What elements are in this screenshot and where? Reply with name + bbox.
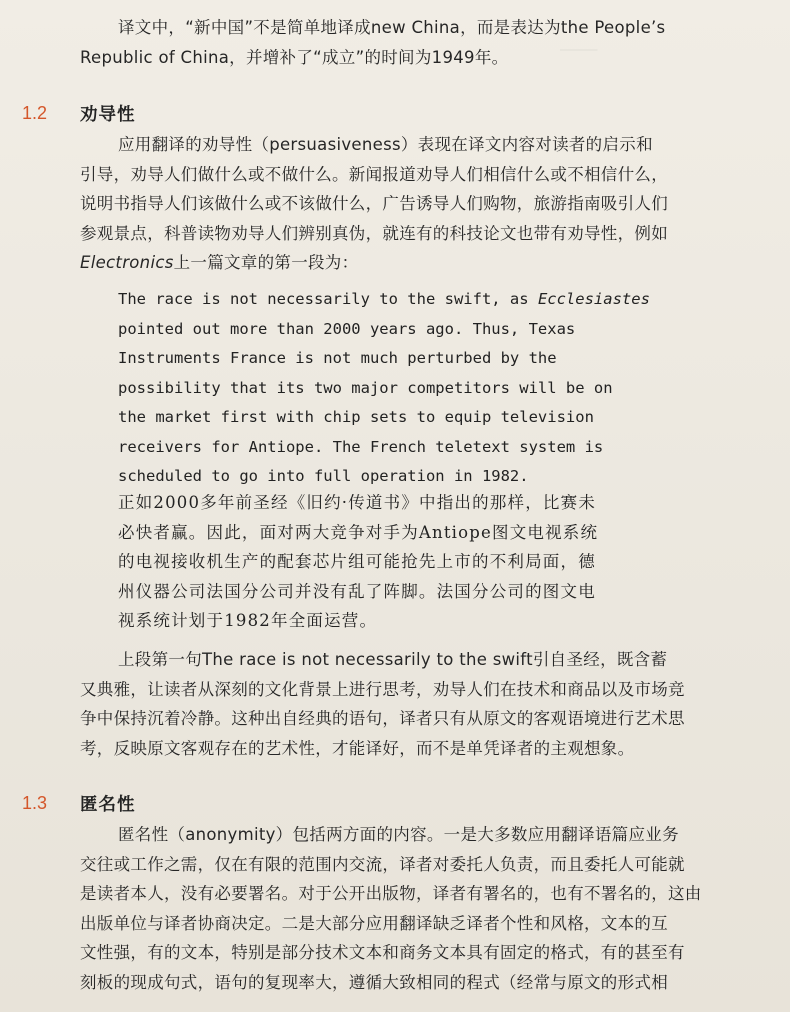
text-line: 考，反映原文客观存在的艺术性，才能译好，而不是单凭译者的主观想象。 — [80, 738, 635, 758]
section-title: 劝导性 — [80, 104, 136, 125]
section-1-3-paragraph — [80, 820, 726, 997]
text-line: 争中保持沉着冷静。这种出自经典的语句，译者只有从原文的客观语境进行艺术思 — [80, 709, 685, 728]
translation-line: 必快者赢。因此，面对两大竞争对手为Antiope图文电视系统 — [118, 522, 599, 542]
translation-line: 正如2000多年前圣经《旧约·传道书》中指出的那样，比赛未 — [118, 493, 597, 512]
text-line: 说明书指导人们该做什么或不该做什么，广告诱导人们购物，旅游指南吸引人们 — [80, 194, 668, 213]
text-line: 又典雅，让读者从深刻的文化背景上进行思考，劝导人们在技术和商品以及市场竞 — [80, 679, 685, 699]
text-line: 应用翻译的劝导性（persuasiveness）表现在译文内容对读者的启示和 — [118, 135, 653, 154]
translation-line: 州仪器公司法国分公司并没有乱了阵脚。法国分公司的图文电 — [118, 581, 596, 601]
text-line: 刻板的现成句式，语句的复现率大，遵循大致相同的程式（经常与原文的形式相 — [80, 972, 668, 992]
chinese-translation — [118, 488, 648, 636]
intro-paragraph — [80, 13, 726, 72]
text-line: 译文中，“新中国”不是简单地译成new China，而是表达为the People’s — [118, 18, 666, 37]
section-title: 匿名性 — [80, 794, 136, 815]
text-line: 是读者本人，没有必要署名。对于公开出版物，译者有署名的，也有不署名的，这由 — [80, 884, 702, 903]
text-line: 出版单位与译者协商决定。二是大部分应用翻译缺乏译者个性和风格，文本的互 — [80, 913, 668, 933]
text-fragment: 上一篇文章的第一段为： — [173, 253, 359, 272]
text-line: 参观景点，科普读物劝导人们辨别真伪，就连有的科技论文也带有劝导性，例如 — [80, 223, 668, 243]
section-heading-1-2 — [22, 100, 136, 126]
text-line: 上段第一句The race is not necessarily to the swift引自圣经，既含蓄 — [118, 650, 668, 669]
quote-line: Instruments France is not much perturbed by the — [118, 349, 557, 367]
translation-line: 的电视接收机生产的配套芯片组可能抢先上市的不利局面，德 — [118, 552, 596, 571]
text-line: 交往或工作之需，仅在有限的范围内交流，译者对委托人负责，而且委托人可能就 — [80, 854, 685, 874]
text-line: 文性强，有的文本，特别是部分技术文本和商务文本具有固定的格式，有的甚至有 — [80, 943, 685, 962]
section-number: 1.2 — [22, 102, 48, 123]
quote-line: possibility that its two major competitors will be on — [118, 378, 613, 397]
section-number: 1.3 — [22, 792, 48, 813]
journal-name: Electronics — [80, 253, 174, 272]
quote-line: scheduled to go into full operation in 1982. — [118, 467, 529, 485]
quote-line: receivers for Antiope. The French teletext system is — [118, 437, 604, 456]
quote-line: pointed out more than 2000 years ago. Thus, Texas — [118, 319, 576, 338]
quote-line — [118, 285, 650, 315]
quote-italic: Ecclesiastes — [537, 290, 650, 308]
section-1-2-paragraph — [80, 130, 726, 278]
text-line — [80, 248, 726, 278]
text-line: Republic of China，并增补了“成立”的时间为1949年。 — [80, 47, 509, 67]
quote-fragment: The race is not necessarily to the swift, as — [118, 290, 538, 308]
section-heading-1-3 — [22, 790, 136, 816]
quote-line: the market first with chip sets to equip television — [118, 408, 594, 426]
analysis-paragraph — [80, 645, 726, 763]
english-quote — [118, 285, 650, 492]
translation-line: 视系统计划于1982年全面运营。 — [118, 611, 378, 630]
text-line: 引导，劝导人们做什么或不做什么。新闻报道劝导人们相信什么或不相信什么， — [80, 164, 668, 184]
text-line: 匿名性（anonymity）包括两方面的内容。一是大多数应用翻译语篇应业务 — [118, 825, 679, 844]
show-through-mark: ⎯⎯⎯⎯⎯ — [560, 40, 598, 58]
